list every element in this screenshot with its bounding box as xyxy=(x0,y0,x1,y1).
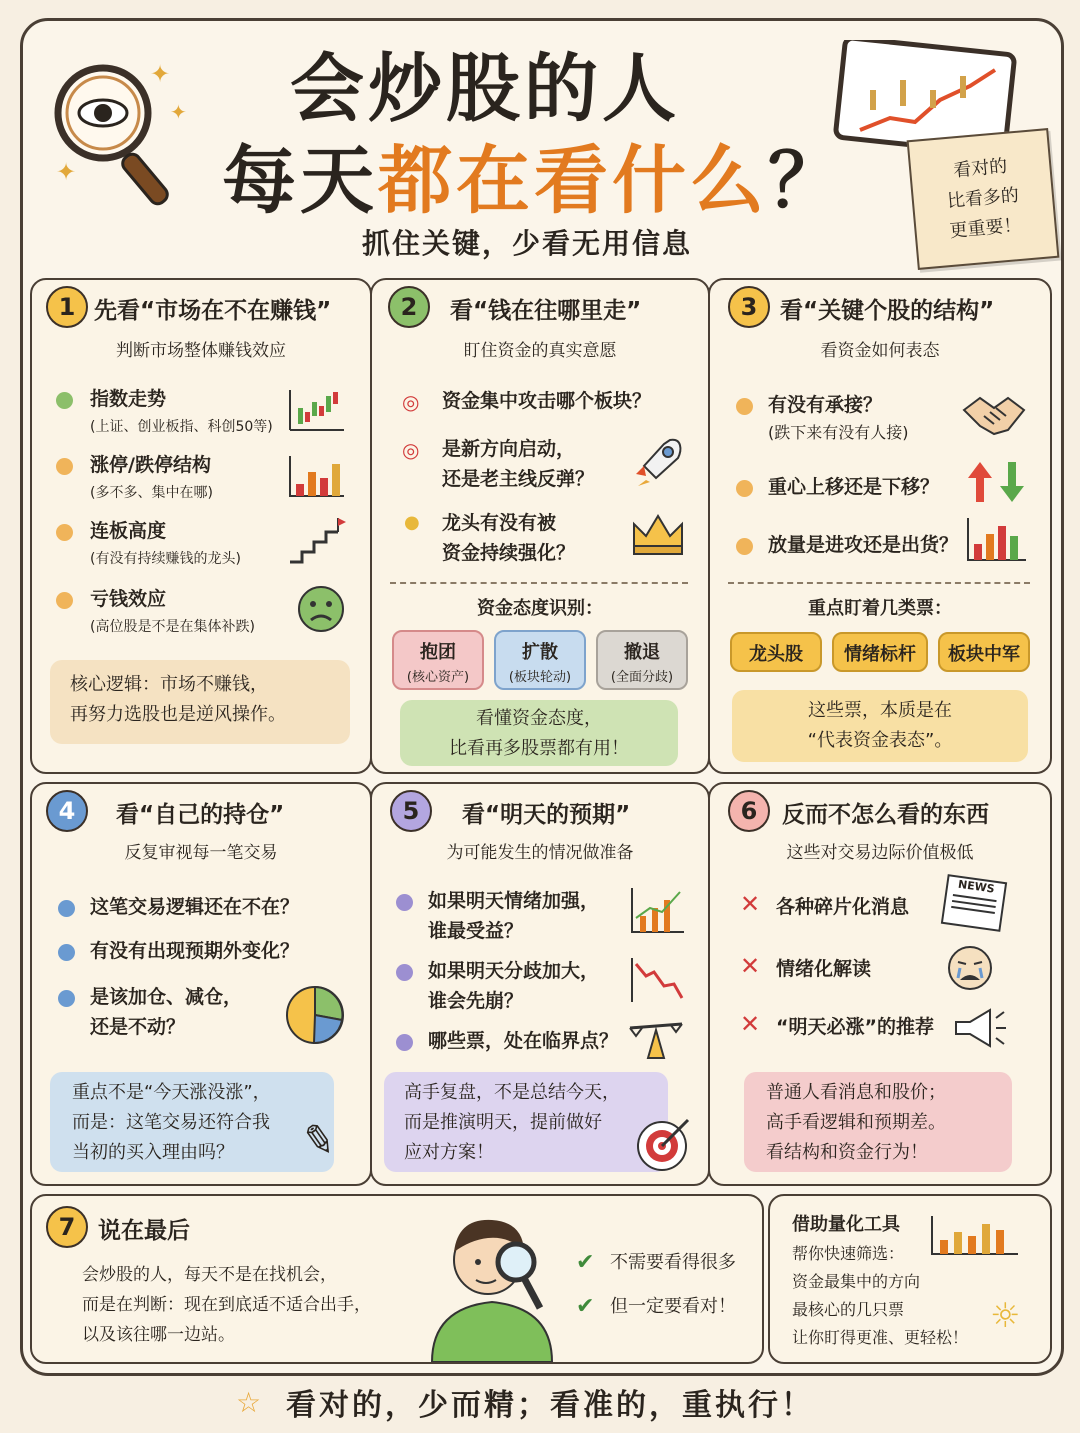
bullet-dot xyxy=(56,458,73,475)
card-subtitle: 盯住资金的真实意愿 xyxy=(463,341,617,361)
list-item: 有没有出现预期外变化？ xyxy=(90,940,300,962)
sparkle-icon: ✦ xyxy=(150,60,171,88)
newspaper-icon: NEWS xyxy=(941,874,1007,932)
card-title: 先看“市场在不在赚钱” xyxy=(94,298,332,324)
list-item: 重心上移还是下移？ xyxy=(768,476,940,498)
card-subtitle: 看资金如何表态 xyxy=(820,341,940,361)
represent-money-box: 这些票，本质是在 “代表资金表态”。 xyxy=(732,690,1028,762)
check-item: 但一定要看对！ xyxy=(610,1296,736,1317)
balance-scale-icon xyxy=(626,1016,686,1060)
bullet-dot xyxy=(396,1034,413,1051)
x-mark-icon: ✕ xyxy=(740,1010,761,1038)
card-stock-structure xyxy=(708,278,1052,774)
card-subtitle: 判断市场整体赚钱效应 xyxy=(116,341,286,361)
target-icon: ◎ xyxy=(402,390,420,414)
card-number: 2 xyxy=(388,286,430,328)
core-logic-box: 核心逻辑：市场不赚钱， 再努力选股也是逆风操作。 xyxy=(50,660,350,744)
card-number: 1 xyxy=(46,286,88,328)
card-final xyxy=(30,1194,764,1364)
chip-spread: 扩散 (板块轮动) xyxy=(494,630,586,690)
x-mark-icon: ✕ xyxy=(740,890,761,918)
list-item: 如果明天分歧加大， 谁会先崩？ xyxy=(428,960,600,1012)
card-title: 看“钱在往哪里走” xyxy=(450,298,642,324)
sparkle-icon: ✦ xyxy=(56,158,77,186)
pencil-icon: ✎ xyxy=(298,1115,340,1167)
chip-retreat: 撤退 (全面分歧) xyxy=(596,630,688,690)
check-icon: ✔ xyxy=(576,1294,595,1319)
bullet-dot xyxy=(56,524,73,541)
list-item: 涨停/跌停结构 (多不多、集中在哪) xyxy=(90,454,213,501)
replay-tomorrow-box: 高手复盘，不是总结今天， 而是推演明天，提前做好 应对方案！ xyxy=(384,1072,668,1172)
list-item: 是该加仓、减仓， 还是不动？ xyxy=(90,986,243,1038)
list-item: 各种碎片化消息 xyxy=(776,896,910,918)
card-number: 5 xyxy=(390,790,432,832)
card-number: 6 xyxy=(728,790,770,832)
bullet-dot xyxy=(58,944,75,961)
stairs-flag-icon xyxy=(288,518,346,566)
list-item: 哪些票，处在临界点？ xyxy=(428,1030,619,1052)
bar-chart-icon xyxy=(930,1214,1020,1256)
bullet-dot xyxy=(56,392,73,409)
card-tomorrow xyxy=(370,782,710,1186)
list-item: 这笔交易逻辑还在不在？ xyxy=(90,896,300,918)
megaphone-icon xyxy=(950,1006,1010,1052)
card-subtitle: 为可能发生的情况做准备 xyxy=(446,843,634,863)
page-title-line1: 会炒股的人 xyxy=(290,46,680,132)
sparkle-icon: ✦ xyxy=(170,100,187,124)
section-title: 资金态度识别： xyxy=(477,598,603,619)
card-quant-tool xyxy=(768,1194,1052,1364)
list-item: 指数走势 (上证、创业板指、科创50等) xyxy=(90,388,273,435)
up-down-arrows-icon xyxy=(966,460,1028,504)
divider xyxy=(728,582,1030,584)
bullet-dot xyxy=(56,592,73,609)
list-item: 放量是进攻还是出货？ xyxy=(768,534,959,556)
list-item: “明天必涨”的推荐 xyxy=(776,1016,934,1038)
page-subtitle: 抓住关键，少看无用信息 xyxy=(362,227,693,260)
x-mark-icon: ✕ xyxy=(740,952,761,980)
bullet-dot xyxy=(58,900,75,917)
bullet-dot xyxy=(396,964,413,981)
card-title: 看“明天的预期” xyxy=(462,802,631,828)
chip-hold: 抱团 (核心资产) xyxy=(392,630,484,690)
list-item: 是新方向启动， 还是老主线反弹？ xyxy=(442,438,595,490)
sad-face-icon xyxy=(296,584,346,634)
bullet-dot xyxy=(736,480,753,497)
page-title-line2: 每天都在看什么？ xyxy=(222,138,846,224)
card-subtitle: 这些对交易边际价值极低 xyxy=(786,843,974,863)
pie-chart-icon xyxy=(284,984,346,1046)
section-title: 重点盯着几类票： xyxy=(808,598,952,619)
chip-emotion: 情绪标杆 xyxy=(832,632,928,672)
card-money-flow xyxy=(370,278,710,774)
bar-chart-icon xyxy=(288,454,346,498)
tool-paragraph: 帮你快速筛选： 资金最集中的方向 最核心的几只票 让你盯得更准、更轻松！ xyxy=(792,1244,969,1347)
candlestick-icon xyxy=(288,388,346,432)
card-ignore xyxy=(708,782,1052,1186)
person-magnifier-icon xyxy=(412,1198,572,1362)
money-attitude-box: 看懂资金态度， 比看再多股票都有用！ xyxy=(400,700,678,766)
bullet-dot xyxy=(396,894,413,911)
card-number: 4 xyxy=(46,790,88,832)
list-item: 有没有承接？ (跌下来有没有人接) xyxy=(768,394,909,442)
reason-check-box: 重点不是“今天涨没涨”， 而是：这笔交易还符合我 当初的买入理由吗？ xyxy=(50,1072,334,1172)
chip-sector: 板块中军 xyxy=(938,632,1030,672)
rocket-icon xyxy=(630,434,686,490)
magnifier-eye-icon xyxy=(48,58,198,218)
card-number: 3 xyxy=(728,286,770,328)
target-icon: ◎ xyxy=(402,438,420,462)
footer-slogan: 看对的，少而精；看准的，重执行！ xyxy=(286,1388,814,1423)
bullet-dot xyxy=(736,398,753,415)
card-subtitle: 反复审视每一笔交易 xyxy=(124,843,278,863)
card-title: 说在最后 xyxy=(98,1218,190,1244)
list-item: 资金集中攻击哪个板块？ xyxy=(442,390,652,412)
card-positions xyxy=(30,782,372,1186)
pro-vs-normal-box: 普通人看消息和股价； 高手看逻辑和预期差。 看结构和资金行为！ xyxy=(744,1072,1012,1172)
card-market xyxy=(30,278,372,774)
list-item: 情绪化解读 xyxy=(776,958,872,980)
crown-icon xyxy=(630,512,686,556)
star-icon: ☆ xyxy=(236,1386,262,1419)
card-title: 反而不怎么看的东西 xyxy=(782,802,989,828)
divider xyxy=(390,582,688,584)
sticky-note: 看对的 比看多的 更重要！ xyxy=(907,128,1060,270)
lightbulb-icon: ☼ xyxy=(990,1296,1021,1336)
check-icon: ✔ xyxy=(576,1250,595,1275)
rising-chart-icon xyxy=(630,886,686,934)
list-item: 亏钱效应 (高位股是不是在集体补跌) xyxy=(90,588,255,635)
final-paragraph: 会炒股的人，每天不是在找机会， 而是在判断：现在到底适不适合出手， 以及该往哪一边站。 xyxy=(82,1265,371,1345)
handshake-icon xyxy=(960,390,1028,440)
card-title: 借助量化工具 xyxy=(792,1214,900,1235)
list-item: 如果明天情绪加强， 谁最受益？ xyxy=(428,890,600,942)
card-number: 7 xyxy=(46,1206,88,1248)
card-title: 看“自己的持仓” xyxy=(116,802,285,828)
list-item: 连板高度 (有没有持续赚钱的龙头) xyxy=(90,520,241,567)
bullet-dot xyxy=(736,538,753,555)
target-arrow-icon xyxy=(634,1114,694,1174)
falling-chart-icon xyxy=(630,956,686,1004)
list-item: 龙头有没有被 资金持续强化？ xyxy=(442,512,576,564)
check-item: 不需要看得很多 xyxy=(610,1252,736,1273)
chip-leader: 龙头股 xyxy=(730,632,822,672)
crying-face-icon xyxy=(946,944,994,992)
volume-bars-icon xyxy=(966,516,1028,562)
bullet-dot xyxy=(58,990,75,1007)
card-title: 看“关键个股的结构” xyxy=(780,298,995,324)
bulb-dot-icon: ● xyxy=(404,512,420,533)
